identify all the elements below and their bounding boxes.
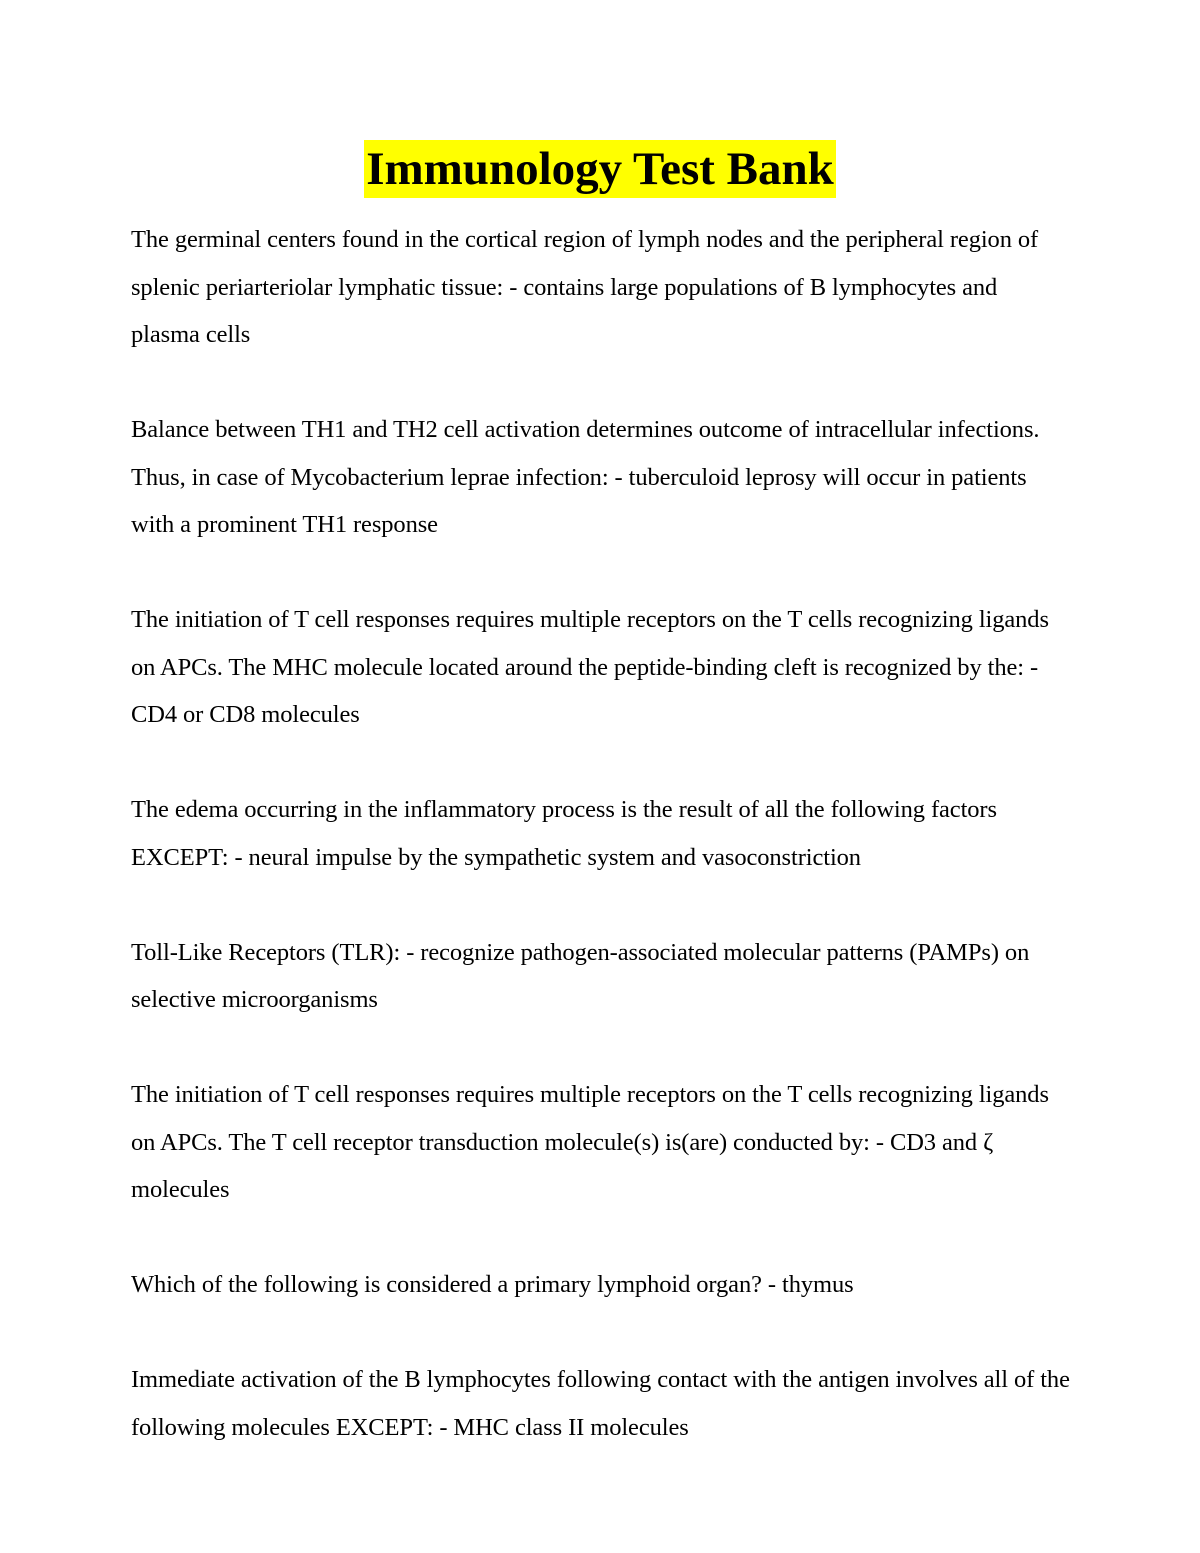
question-item: Toll-Like Receptors (TLR): - recognize pathogen-associated molecular patterns (PAMPs) on selective microorganisms: [131, 938, 1030, 1013]
page-title: Immunology Test Bank: [364, 140, 836, 198]
question-item: The initiation of T cell responses requires multiple receptors on the T cells recognizing ligands on APCs. The MHC molecule located around the peptide-binding cleft is recognized by the: - CD4 or CD8 molecules: [131, 606, 1049, 728]
question-item: Immediate activation of the B lymphocytes following contact with the antigen involves all of the following molecules EXCEPT: - MHC class II molecules: [131, 1366, 1070, 1441]
title-container: [0, 140, 1200, 198]
question-item: Balance between TH1 and TH2 cell activation determines outcome of intracellular infections. Thus, in case of Mycobacterium leprae infection: - tuberculoid leprosy will occur in patients with a prominent TH1 response: [131, 416, 1040, 538]
question-item: Which of the following is considered a primary lymphoid organ? - thymus: [131, 1271, 854, 1298]
question-item: The edema occurring in the inflammatory process is the result of all the following factors EXCEPT: - neural impulse by the sympathetic system and vasoconstriction: [131, 796, 997, 871]
question-item: The initiation of T cell responses requires multiple receptors on the T cells recognizing ligands on APCs. The T cell receptor transduction molecule(s) is(are) conducted by: - CD3 and ζ molecules: [131, 1081, 1049, 1203]
question-item: The germinal centers found in the cortical region of lymph nodes and the peripheral region of splenic periarteriolar lymphatic tissue: - contains large populations of B lymphocytes and plasma cells: [131, 226, 1039, 348]
question-list: [131, 216, 1071, 1499]
